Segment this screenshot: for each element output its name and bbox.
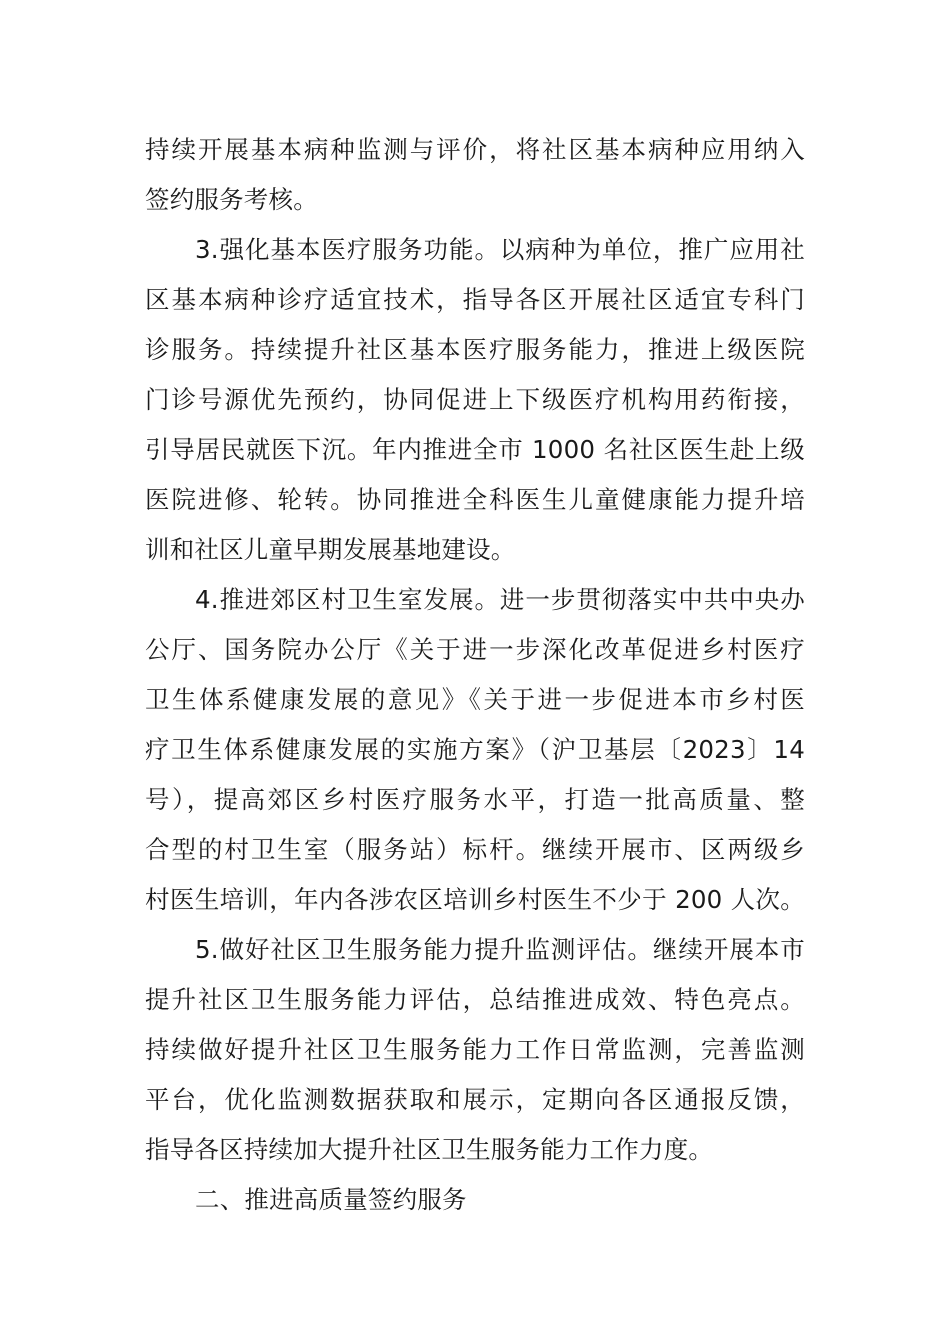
paragraph-line: 卫生体系健康发展的意见》《关于进一步促进本市乡村医: [145, 685, 805, 714]
section-heading: 二、推进高质量签约服务: [195, 1185, 467, 1214]
paragraph-line: 5.做好社区卫生服务能力提升监测评估。继续开展本市: [195, 935, 805, 964]
paragraph-line: 号），提高郊区乡村医疗服务水平，打造一批高质量、整: [145, 785, 805, 814]
paragraph-line: 村医生培训，年内各涉农区培训乡村医生不少于 200 人次。: [145, 885, 805, 914]
paragraph-line: 训和社区儿童早期发展基地建设。: [145, 535, 516, 564]
paragraph-line: 3.强化基本医疗服务功能。以病种为单位，推广应用社: [195, 235, 805, 264]
paragraph-line: 公厅、国务院办公厅《关于进一步深化改革促进乡村医疗: [145, 635, 805, 664]
paragraph-line: 持续做好提升社区卫生服务能力工作日常监测，完善监测: [145, 1035, 805, 1064]
paragraph-line: 4.推进郊区村卫生室发展。进一步贯彻落实中共中央办: [195, 585, 805, 614]
paragraph-line: 平台，优化监测数据获取和展示，定期向各区通报反馈，: [145, 1085, 805, 1114]
paragraph-line: 合型的村卫生室（服务站）标杆。继续开展市、区两级乡: [145, 835, 805, 864]
paragraph-line: 区基本病种诊疗适宜技术，指导各区开展社区适宜专科门: [145, 285, 805, 314]
paragraph-line: 诊服务。持续提升社区基本医疗服务能力，推进上级医院: [145, 335, 805, 364]
paragraph-line: 门诊号源优先预约，协同促进上下级医疗机构用药衔接，: [145, 385, 805, 414]
paragraph-line: 签约服务考核。: [145, 185, 318, 214]
paragraph-line: 提升社区卫生服务能力评估，总结推进成效、特色亮点。: [145, 985, 805, 1014]
paragraph-line: 持续开展基本病种监测与评价，将社区基本病种应用纳入: [145, 135, 805, 164]
paragraph-line: 疗卫生体系健康发展的实施方案》（沪卫基层〔2023〕14: [145, 735, 805, 764]
paragraph-line: 医院进修、轮转。协同推进全科医生儿童健康能力提升培: [145, 485, 805, 514]
paragraph-line: 引导居民就医下沉。年内推进全市 1000 名社区医生赴上级: [145, 435, 805, 464]
paragraph-line: 指导各区持续加大提升社区卫生服务能力工作力度。: [145, 1135, 714, 1164]
